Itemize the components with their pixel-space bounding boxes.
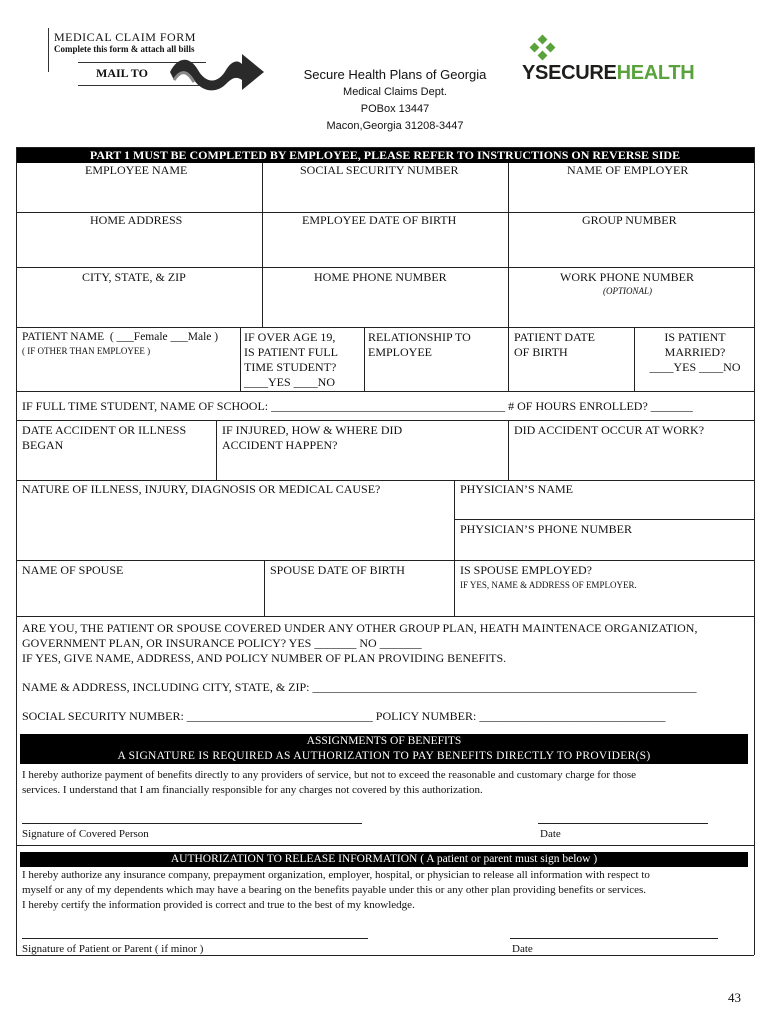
release-text: I hereby authorize any insurance company, prepayment organization, employer, hospital, or physician to release all information with respect to myself or any of my dependents which may have a bearing on the benefits payable under this or any other plan providing benefits or services. I hereby certify the information provided is correct and true to the best of my knowledge. (22, 869, 650, 911)
covered-date-line[interactable] (538, 823, 708, 824)
spouse-employed-label: IS SPOUSE EMPLOYED? (460, 563, 593, 577)
stamp-bracket (48, 28, 53, 72)
other-plan-ssn-policy-line[interactable]: SOCIAL SECURITY NUMBER: _______________________________ POLICY NUMBER: _______________________________ (22, 709, 666, 723)
patient-date-label: Date (512, 943, 533, 955)
spouse-dob-label: SPOUSE DATE OF BIRTH (270, 563, 405, 577)
patient-date-line[interactable] (510, 938, 718, 939)
physician-name-label: PHYSICIAN’S NAME (460, 482, 574, 496)
logo-y-mark: Y (522, 62, 536, 84)
patient-dob-label: PATIENT DATE OF BIRTH (514, 330, 596, 359)
home-phone-label: HOME PHONE NUMBER (314, 270, 447, 284)
spouse-name-label: NAME OF SPOUSE (22, 563, 124, 577)
covered-date-label: Date (540, 828, 561, 840)
release-header: AUTHORIZATION TO RELEASE INFORMATION ( A patient or parent must sign below ) (20, 852, 748, 867)
school-line[interactable]: IF FULL TIME STUDENT, NAME OF SCHOOL: _______________________________________ # OF HOURS ENROLLED? _______ (22, 399, 693, 413)
married-question: IS PATIENT MARRIED? ____YES ____NO (636, 330, 754, 375)
work-phone-optional: (OPTIONAL) (603, 286, 652, 296)
employee-dob-label: EMPLOYEE DATE OF BIRTH (302, 213, 457, 227)
mailing-address (270, 66, 520, 135)
mailing-city: Macon,Georgia 31208-3447 (326, 120, 464, 132)
mailing-dept: Medical Claims Dept. (343, 86, 447, 98)
work-phone-label: WORK PHONE NUMBER (560, 270, 695, 284)
arrow-icon (168, 50, 266, 96)
page-number: 43 (728, 990, 741, 1005)
student-yes-no[interactable]: ____YES ____NO (244, 375, 336, 389)
city-state-zip-label: CITY, STATE, & ZIP (82, 270, 186, 284)
employer-label: NAME OF EMPLOYER (567, 163, 689, 177)
logo-word-health: HEALTH (616, 62, 695, 84)
patient-name-note: ( IF OTHER THAN EMPLOYEE ) (22, 346, 151, 356)
assignment-text: I hereby authorize payment of benefits directly to any providers of service, but not to exceed the reasonable and customary charge for those services. I understand that I am financially responsible for any charges not covered by this authorization. (22, 769, 637, 796)
illness-nature-label: NATURE OF ILLNESS, INJURY, DIAGNOSIS OR MEDICAL CAUSE? (22, 482, 381, 496)
accident-date-label: DATE ACCIDENT OR ILLNESS BEGAN (22, 423, 187, 452)
part1-header: PART 1 MUST BE COMPLETED BY EMPLOYEE, PLEASE REFER TO INSTRUCTIONS ON REVERSE SIDE (16, 147, 754, 163)
employee-name-label: EMPLOYEE NAME (85, 163, 188, 177)
ssn-label: SOCIAL SECURITY NUMBER (300, 163, 459, 177)
married-yes-no[interactable]: ____YES ____NO (649, 360, 741, 374)
logo-word-secure: SECURE (535, 62, 617, 84)
patient-signature-line[interactable] (22, 938, 368, 939)
student-question: IF OVER AGE 19, IS PATIENT FULL TIME STUDENT? ____YES ____NO (244, 330, 339, 389)
mailing-org: Secure Health Plans of Georgia (303, 67, 487, 82)
spouse-employer-note: IF YES, NAME & ADDRESS OF EMPLOYER. (460, 580, 637, 590)
mailing-pobox: POBox 13447 (360, 103, 430, 115)
accident-how-label: IF INJURED, HOW & WHERE DID ACCIDENT HAPPEN? (222, 423, 403, 452)
other-plan-address-line[interactable]: NAME & ADDRESS, INCLUDING CITY, STATE, & ZIP: ________________________________________________________________ (22, 680, 697, 694)
patient-name-label: PATIENT NAME ( ___Female ___Male ) (22, 331, 219, 343)
stamp-subtitle: Complete this form & attach all bills (54, 44, 195, 54)
mail-to-label: MAIL TO (96, 66, 148, 80)
physician-phone-label: PHYSICIAN’S PHONE NUMBER (460, 522, 633, 536)
accident-work-label: DID ACCIDENT OCCUR AT WORK? (514, 423, 705, 437)
patient-signature-label: Signature of Patient or Parent ( if minor ) (22, 943, 204, 955)
assignment-header: ASSIGNMENTS OF BENEFITS A SIGNATURE IS REQUIRED AS AUTHORIZATION TO PAY BENEFITS DIRECTLY TO PROVIDER(S) (20, 734, 748, 764)
covered-signature-label: Signature of Covered Person (22, 828, 149, 840)
securehealth-logo (522, 36, 732, 84)
covered-signature-line[interactable] (22, 823, 362, 824)
relationship-label: RELATIONSHIP TO EMPLOYEE (368, 330, 471, 359)
stamp-title: MEDICAL CLAIM FORM (54, 30, 196, 44)
group-number-label: GROUP NUMBER (582, 213, 677, 227)
other-coverage-question: ARE YOU, THE PATIENT OR SPOUSE COVERED UNDER ANY OTHER GROUP PLAN, HEATH MAINTENACE ORGANIZATION, GOVERNMENT PLAN, OR INSURANCE POLICY? YES _______ NO _______ IF YES, GIVE NAME, ADDRESS, AND POLICY NUMBER OF PLAN PROVIDING BENEFITS. (22, 621, 698, 665)
home-address-label: HOME ADDRESS (90, 213, 183, 227)
